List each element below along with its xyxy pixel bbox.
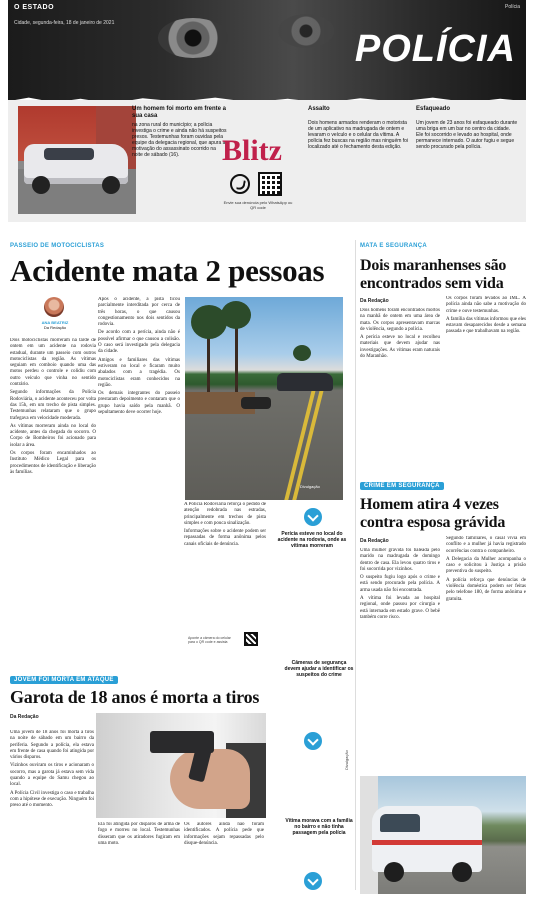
main-story-column-1: Dois motociclistas morreram na tarde de ontem em um acidente na rodovia estadual, durante um passeio com outros motociclistas da região. As vítimas seguiam em comboio quando uma das motos perdeu o controle e colidiu com outro veículo que vinha no sentido contrário. Segundo informações da Polícia Rodoviária, o acidente aconteceu por volta das 15h, em um trecho de pista simples. Testemunhas relataram que o grupo trafegava em velocidade moderada. As vítimas morreram ainda no local do acidente, antes da chegada do socorro. O Corpo de Bombeiros foi acionado para isolar a área. Os corpos foram encaminhados ao Instituto Médico Legal para os procedimentos de identificação e liberação às famílias. <box>10 338 96 475</box>
author-avatar <box>44 297 64 317</box>
right-story-1-column-2: Os corpos foram levados ao IML. A polícia ainda não sabe a motivação do crime e ouve testemunhas. A família das vítimas informou que eles estavam desaparecidos desde a semana passada e que trabalhavam na região. <box>446 296 526 335</box>
qr-code-icon[interactable] <box>258 172 282 196</box>
garota-story-kicker: JOVEM FOI MORTA EM ATAQUE <box>10 676 118 684</box>
blitz-brief-heading: Esfaqueado <box>416 106 451 112</box>
blitz-brief-heading: Assalto <box>308 106 330 112</box>
main-story-headline[interactable]: Acidente mata 2 pessoas <box>10 253 325 288</box>
right-story-2-kicker: CRIME EM SEGURANÇA <box>360 482 444 490</box>
arrow-circle-icon <box>304 872 322 890</box>
garota-story-column-1: Uma jovem de 18 anos foi morta a tiros na noite de sábado em um bairro da periferia. Segundo a polícia, ela estava em frente de casa quando foi atingida por vários disparos. Vizinhos ouviram os tiros e acionaram o socorro, mas a garota já estava sem vida quando a equipe do Samu chegou ao local. A Polícia Civil investiga o caso e trabalha com a hipótese de execução. Ninguém foi preso até o momento. <box>10 730 94 809</box>
main-story-kicker: PASSEIO DE MOTOCICLISTAS <box>10 243 105 249</box>
photo-credit: Divulgação <box>344 750 349 770</box>
arrow-circle-icon <box>304 732 322 750</box>
byline: Da Redação <box>360 298 389 304</box>
column-divider <box>355 240 356 890</box>
blitz-brief-text: Dois homens armados renderam o motorista de um aplicativo na madrugada de ontem e levaram o veículo e o celular da vítima. A polícia fez buscas na região mas ninguém foi localizado até o fechamento desta edição. <box>308 120 409 150</box>
eye-photo <box>158 18 228 58</box>
blitz-lead-text: na zona rural do município; a polícia investiga o crime e ainda não há suspeitos presos. Testemunhas foram ouvidas pela equipe da delegacia regional, que apura a motivação do assassinato ocorrido na noite de sábado (16). <box>132 122 227 158</box>
garota-story-headline[interactable]: Garota de 18 anos é morta a tiros <box>10 687 260 707</box>
whatsapp-icon[interactable] <box>230 174 250 194</box>
blitz-lead-brief <box>132 106 228 158</box>
right-story-1-column-1: Dois homens foram encontrados mortos na manhã de ontem em uma área de mata. Os corpos apresentavam marcas de violência, segundo a polícia. A perícia esteve no local e recolheu materiais que devem ajudar nas investigações. As vítimas eram naturais do Maranhão. <box>360 308 440 360</box>
main-story-column-2: Após o acidente, a pista ficou parcialmente interditada por cerca de três horas, o que causou congestionamento nos dois sentidos da rodovia. De acordo com a perícia, ainda não é possível afirmar o que causou a colisão. O caso será investigado pela delegacia da cidade. Amigos e familiares das vítimas estiveram no local e ficaram muito abalados com a tragédia. Os motociclistas eram conhecidos na região. Os demais integrantes do passeio prestaram depoimento e contaram que o grupo havia saído pela manhã. O sepultamento deve ocorrer hoje. <box>98 297 180 416</box>
blitz-brief-text: Um jovem de 23 anos foi esfaqueado durante uma briga em um bar no centro da cidade. Ele foi socorrido e levado ao hospital, onde permanece internado. O autor fugiu e segue sendo procurado pela polícia. <box>416 120 518 150</box>
author-name: ANA BEATRIZ Da Redação <box>41 320 69 330</box>
qr-caption: Aponte a câmera do celular para o QR code e assista <box>188 636 231 644</box>
police-car-photo <box>18 106 136 214</box>
right-story-2-headline[interactable]: Homem atira 4 vezes contra esposa grávida <box>360 496 506 531</box>
blitz-logo: Blitz <box>222 134 282 167</box>
blitz-brief-esfaqueado <box>416 106 518 150</box>
garota-story-column-3: Os autores ainda não foram identificados. A polícia pede que informações sejam repassadas pelo disque-denúncia. <box>184 822 264 846</box>
photo-credit: Divulgação <box>300 484 320 489</box>
section-title: POLÍCIA <box>354 28 516 70</box>
blitz-lead-heading: Um homem foi morto em frente a sua casa <box>132 106 227 119</box>
side-caption: Câmeras de segurança devem ajudar a identificar os suspeitos do crime <box>284 660 354 678</box>
masthead-banner <box>8 0 526 106</box>
right-story-1-headline[interactable]: Dois maranhenses são encontrados sem vida <box>360 257 507 292</box>
blitz-strip <box>8 100 526 222</box>
qr-code-icon[interactable] <box>244 632 258 646</box>
garota-story-column-2: Ela foi atingida por disparos de arma de fogo e morreu no local. Testemunhas disseram que os atiradores fugiram em uma moto. <box>98 822 180 846</box>
byline: Da Redação <box>360 538 389 544</box>
right-story-1-kicker: MATA E SEGURANÇA <box>360 243 428 249</box>
blitz-brief-assalto <box>308 106 410 150</box>
arrow-circle-icon <box>304 508 322 526</box>
gun-photo[interactable] <box>96 713 266 818</box>
blitz-contact-caption: Envie sua denúncia pelo WhatsApp ou QR code <box>223 200 293 210</box>
page-label: Polícia <box>504 4 520 10</box>
byline: Da Redação <box>10 714 39 720</box>
photo-caption: Perícia esteve no local do acidente na rodovia, onde as vítimas morreram <box>277 531 347 549</box>
newspaper-brand: O ESTADO <box>14 4 55 11</box>
side-caption: Vítima morava com a família no bairro e não tinha passagem pela polícia <box>285 818 353 836</box>
right-story-2-column-1: Uma mulher grávida foi baleada pelo marido na madrugada de domingo dentro de casa. Ela levou quatro tiros e foi socorrida por vizinhos. O suspeito fugiu logo após o crime e está sendo procurado pela polícia. A arma usada não foi encontrada. A vítima foi levada ao hospital regional, onde passou por cirurgia e está internada em estado grave. O bebê também corre risco. <box>360 548 440 620</box>
eye-photo-secondary <box>278 14 334 48</box>
main-story-column-3: A Polícia Rodoviária reforça o pedido de atenção redobrada nas estradas, principalmente em trechos de pista simples e com pouca sinalização. Informações sobre o acidente podem ser repassadas de forma anônima pelos canais oficiais de denúncia. <box>184 502 266 547</box>
edition-date: Cidade, segunda-feira, 18 de janeiro de 2021 <box>14 20 115 26</box>
accident-road-photo[interactable] <box>185 297 343 500</box>
ambulance-van-photo[interactable] <box>360 776 526 894</box>
right-story-2-column-2: Segundo familiares, o casal vivia em conflito e a mulher já havia registrado ocorrências contra o companheiro. A Delegacia da Mulher acompanha o caso e solicitou à Justiça a prisão preventiva do suspeito. A polícia reforça que denúncias de violência doméstica podem ser feitas pelo telefone 180, de forma anônima e gratuita. <box>446 536 526 602</box>
